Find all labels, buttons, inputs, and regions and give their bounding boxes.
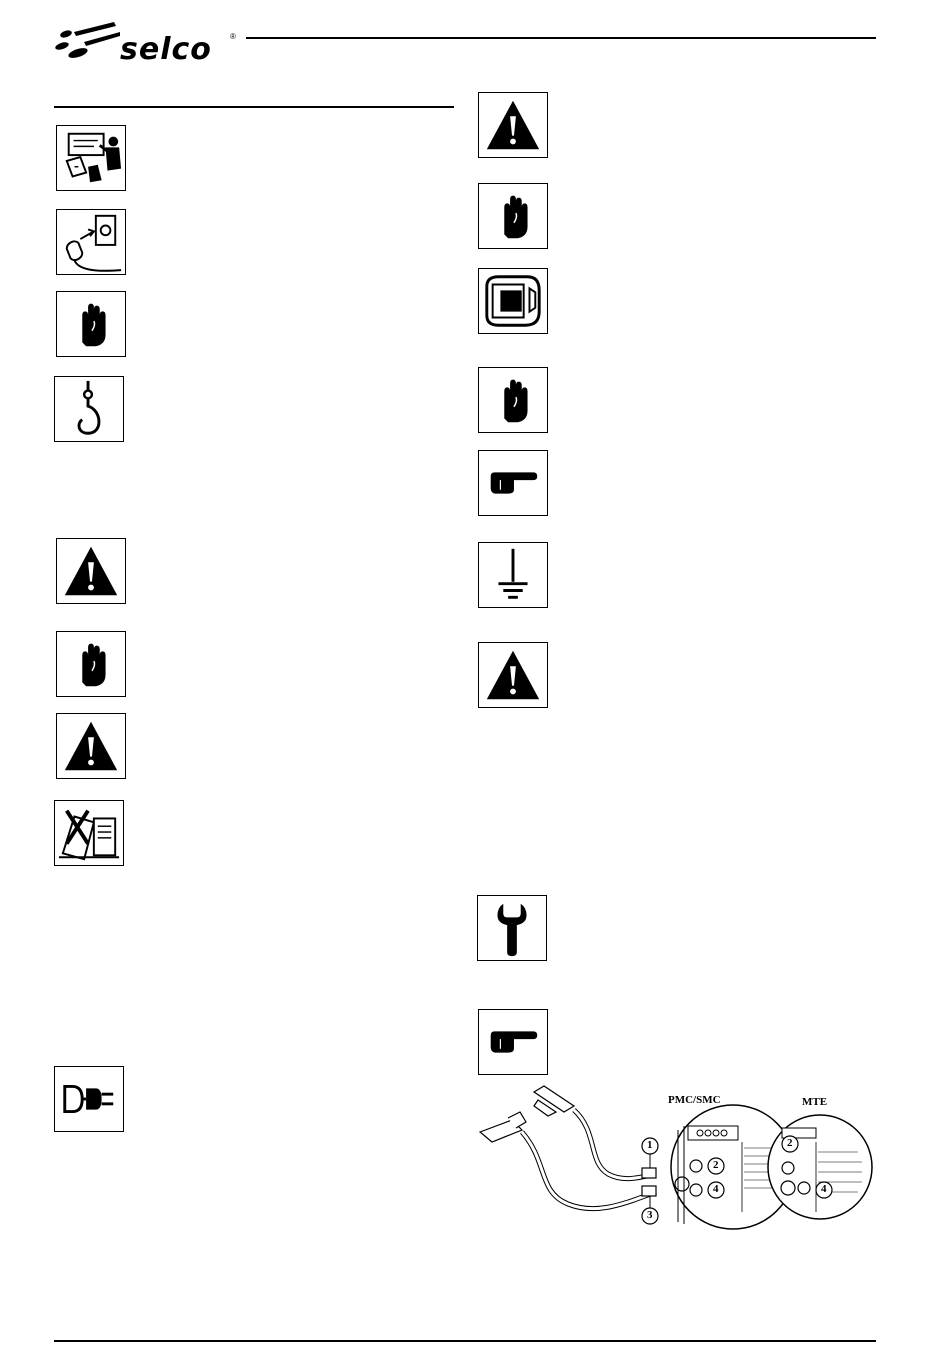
section-rule: [54, 106, 454, 108]
unplug-icon: [56, 209, 126, 275]
callout-4-pmc: 4: [713, 1183, 719, 1195]
stop-hand-icon: [56, 631, 126, 697]
no-tipping-icon: [54, 800, 124, 866]
warning-triangle-icon: [56, 538, 126, 604]
warning-triangle-icon: [56, 713, 126, 779]
warning-triangle-icon: [478, 642, 548, 708]
callout-2-pmc: 2: [713, 1159, 719, 1171]
diagram-label-pmc-smc: PMC/SMC: [668, 1094, 721, 1106]
stop-hand-icon: [478, 367, 548, 433]
callout-4-mte: 4: [821, 1183, 827, 1195]
welding-mask-icon: [478, 268, 548, 334]
power-plug-icon: [54, 1066, 124, 1132]
lifting-hook-icon: [54, 376, 124, 442]
wrench-icon: [477, 895, 547, 961]
stop-hand-icon: [56, 291, 126, 357]
logo-text: selco: [120, 32, 212, 67]
warning-triangle-icon: [478, 92, 548, 158]
connection-diagram: [478, 1082, 878, 1238]
callout-3: 3: [647, 1209, 653, 1221]
pointing-hand-icon: [478, 450, 548, 516]
footer-rule: [54, 1340, 876, 1342]
callout-2-mte: 2: [787, 1137, 793, 1149]
registered-mark: ®: [230, 32, 236, 41]
header-rule: [246, 37, 876, 39]
pointing-hand-icon: [478, 1009, 548, 1075]
selco-logo: [54, 20, 244, 70]
selco-swoosh-icon: [54, 20, 124, 65]
stop-hand-icon: [478, 183, 548, 249]
instruction-manual-icon: [56, 125, 126, 191]
diagram-label-mte: MTE: [802, 1096, 828, 1108]
ground-earth-icon: [478, 542, 548, 608]
callout-1: 1: [647, 1139, 653, 1151]
